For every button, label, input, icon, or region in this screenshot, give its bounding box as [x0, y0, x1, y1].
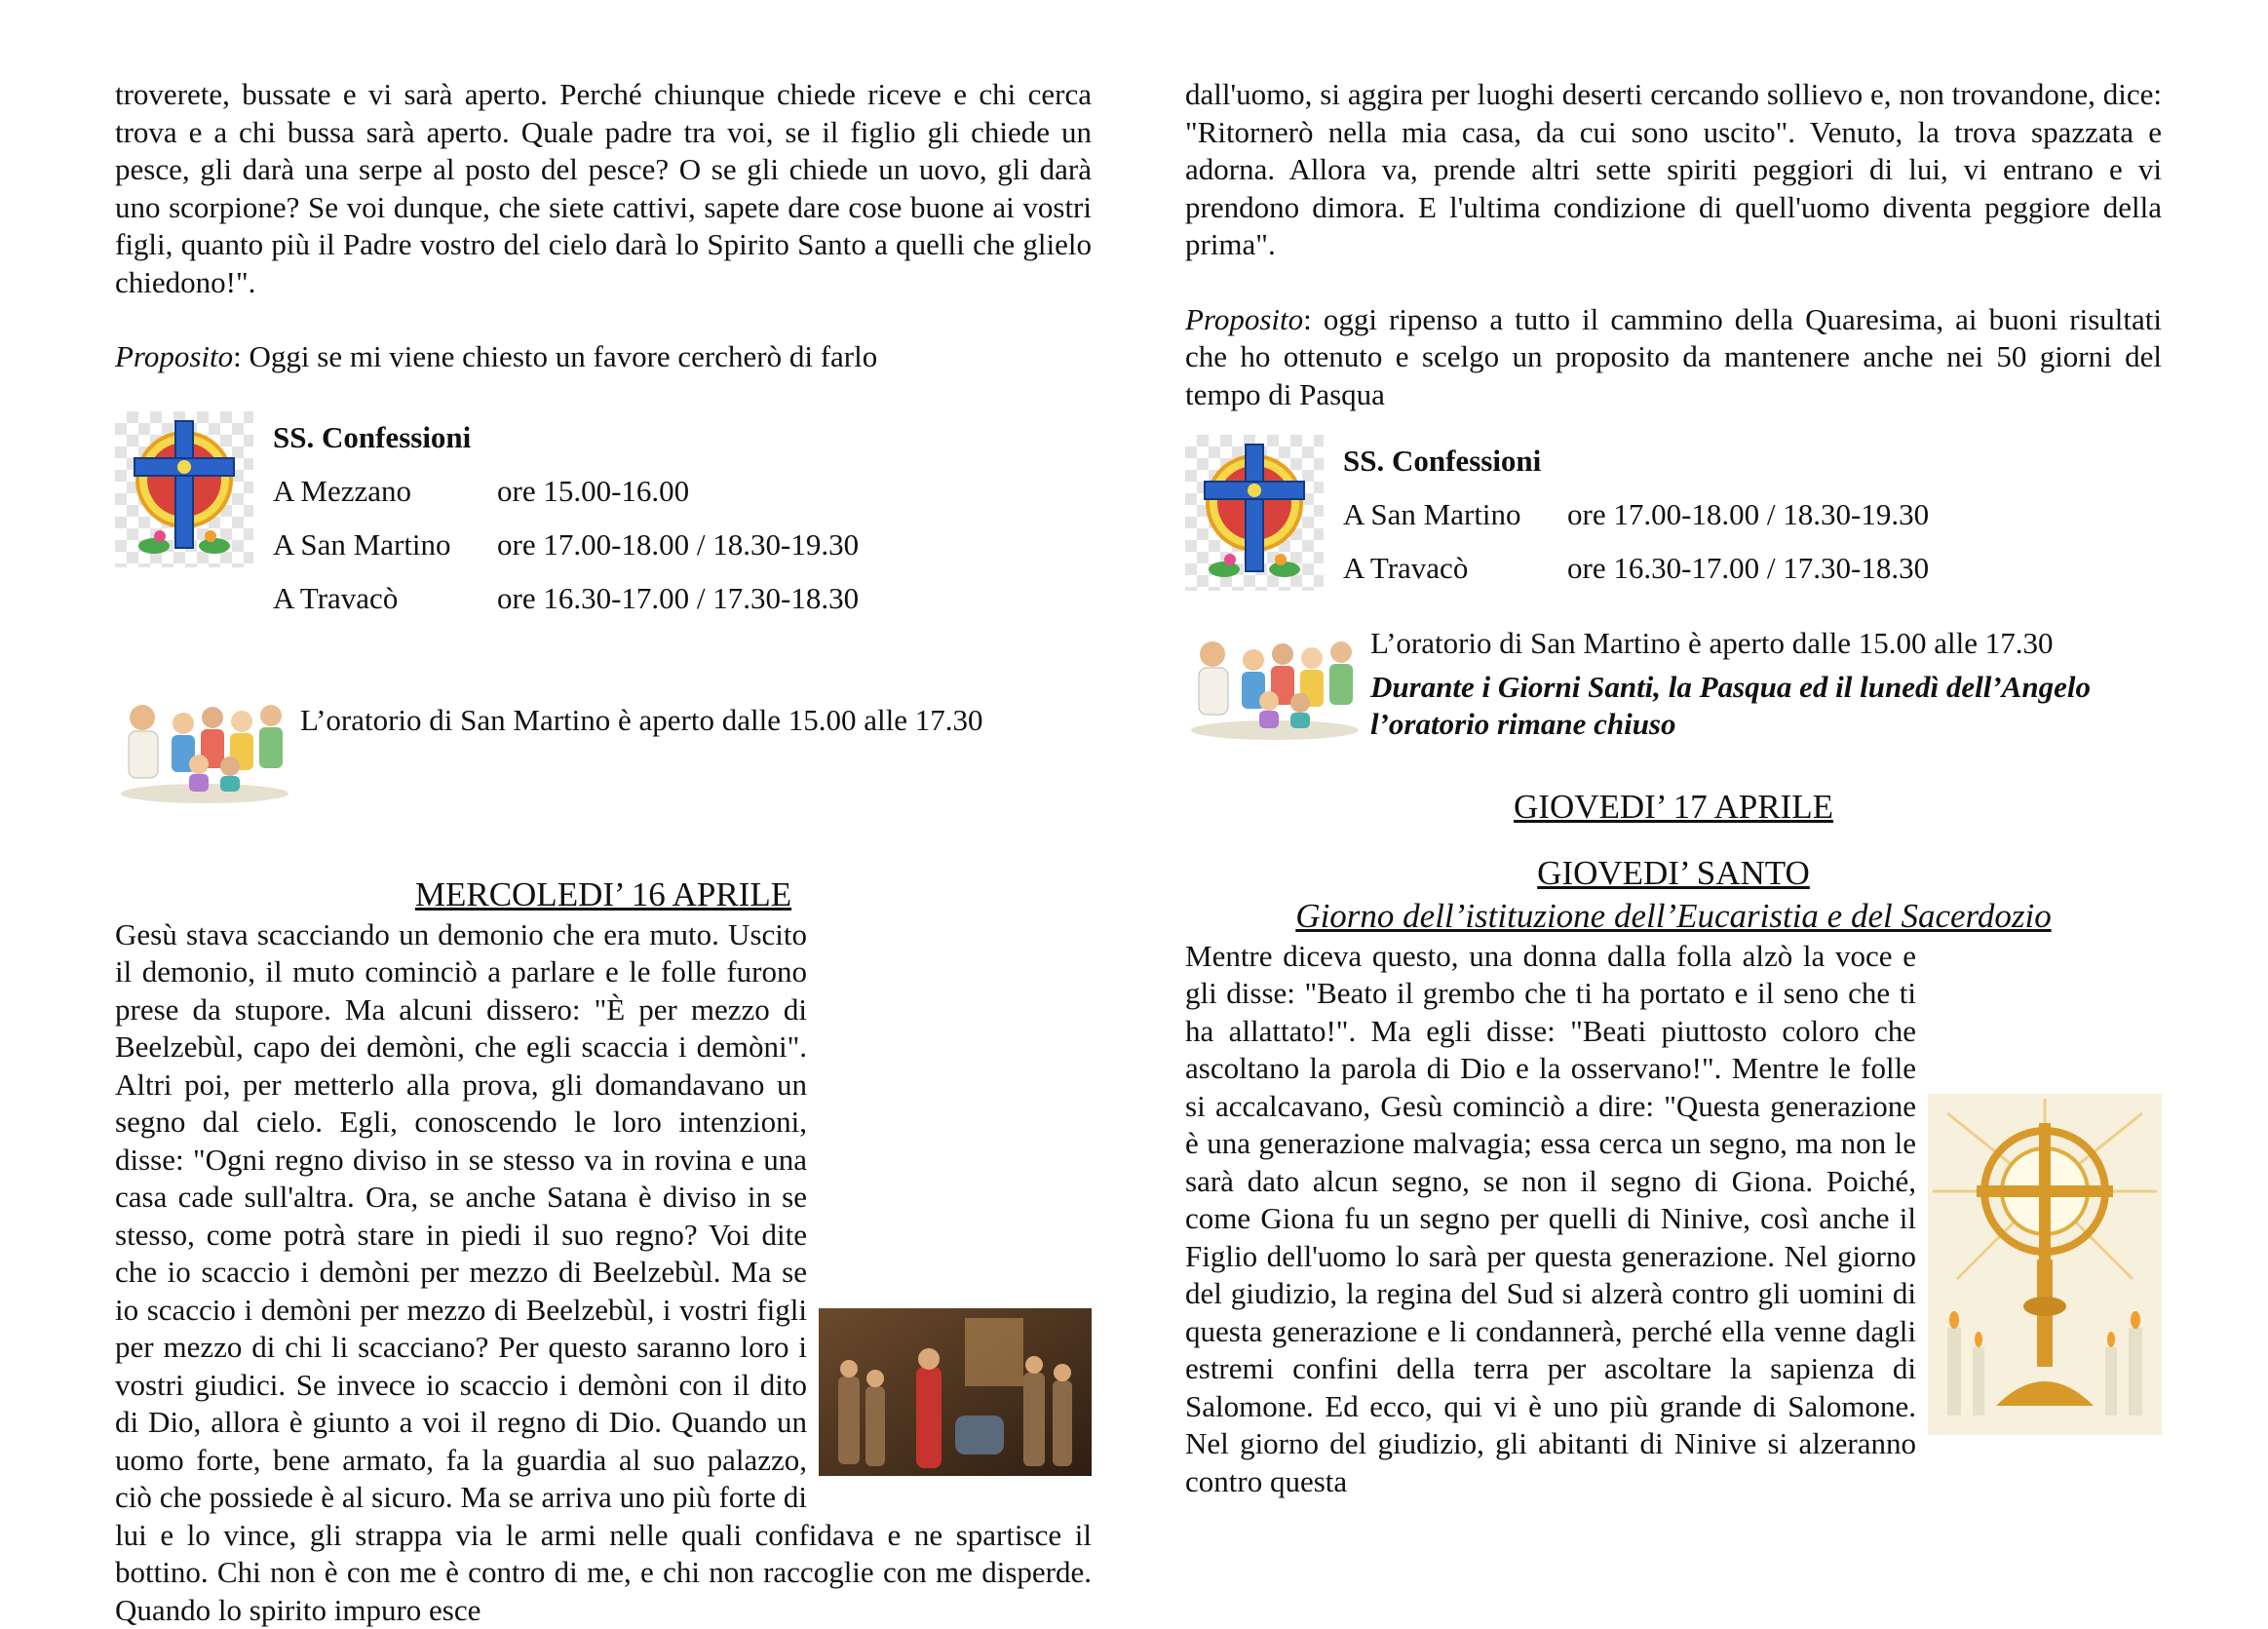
conf-place: A Travacò — [273, 572, 497, 626]
left-intro-text: troverete, bussate e vi sarà aperto. Perché chiunque chiede riceve e chi cerca trova e a chi bussa sarà aperto. Quale padre tra voi, se il figlio gli chiede un pesce, gli darà una serpe al posto del pesce? O se gli chiede un uovo, gli darà uno scorpione? Se voi dunque, che siete cattivi, sapete dare cose buone ai vostri figli, quanto più il Padre vostro del cielo darà lo Spirito Santo a quelli che glielo chiedono!". — [115, 76, 1092, 301]
right-proposito — [1185, 301, 2162, 414]
oratorio-info — [1370, 625, 2162, 743]
right-intro-text: dall'uomo, si aggira per luoghi deserti cercando sollievo e, non trovandone, dice: "Ritornerò nella mia casa, da cui sono uscito". Venuto, la trova spazzata e adorna. Allora va, prende altri sette spiriti peggiori di lui, vi entrano e vi prendono dimora. E l'ultima condizione di quell'uomo diventa peggiore della prima". — [1185, 76, 2162, 264]
confessioni-title: SS. Confessioni — [273, 411, 859, 465]
conf-place: A Mezzano — [273, 465, 497, 519]
left-proposito — [115, 338, 1092, 376]
conf-time: ore 16.30-17.00 / 17.30-18.30 — [1567, 542, 1929, 596]
confessioni-title: SS. Confessioni — [1343, 435, 1929, 488]
proposito-text: : oggi ripenso a tutto il cammino della Quaresima, ai buoni risultati che ho ottenuto e scelgo un proposito da mantenere anche nei 50 giorni del tempo di Pasqua — [1185, 302, 2162, 411]
table-row — [273, 519, 859, 572]
proposito-text: : Oggi se mi viene chiesto un favore cercherò di farlo — [233, 339, 877, 373]
conf-time: ore 15.00-16.00 — [497, 465, 859, 519]
day-heading: MERCOLEDI’ 16 APRILE — [115, 873, 1092, 916]
confessioni-block — [1185, 435, 2162, 596]
confessioni-table — [273, 411, 859, 626]
table-row — [273, 465, 859, 519]
oratorio-block — [115, 688, 1092, 805]
left-page — [115, 76, 1092, 1629]
gospel-paragraph: Mentre diceva questo, una donna dalla folla alzò la voce e gli disse: "Beato il grembo che ti ha portato e il seno che ti ha allattato!". Ma egli disse: "Beati piuttosto coloro che ascoltano la parola di Dio e la osservano!". Mentre le folle si accalcavano, Gesù cominciò a dire: "Questa generazione è una generazione malvagia; essa cerca un segno, ma non le sarà dato alcun segno, se non il segno di Giona. Poiché, come Giona fu un segno per quelli di Ninive, così anche il Figlio dell'uomo lo sarà per questa generazione. Nel giorno del giudizio, la regina del Sud si alzerà contro gli uomini di questa generazione e li condannerà, perché ella venne dagli estremi confini della terra per ascoltare la sapienza di Salomone. Ed ecco, qui vi è uno più grande di Salomone. Nel giorno del giudizio, gli abitanti di Ninive si alzeranno contro questa — [1185, 938, 2162, 1501]
conf-place: A San Martino — [1343, 488, 1567, 542]
children-group-icon — [1185, 625, 1365, 742]
cross-icon — [1185, 435, 1324, 591]
oratorio-note: Durante i Giorni Santi, la Pasqua ed il lunedì dell’Angelo l’oratorio rimane chiuso — [1370, 669, 2162, 743]
oratorio-text: L’oratorio di San Martino è aperto dalle 15.00 alle 17.30 — [1370, 625, 2162, 663]
conf-time: ore 16.30-17.00 / 17.30-18.30 — [497, 572, 859, 626]
confessioni-block — [115, 411, 1092, 626]
table-row — [1343, 542, 1929, 596]
gospel-text — [115, 916, 1092, 1629]
day-theme: Giorno dell’istituzione dell’Eucaristia e del Sacerdozio — [1185, 895, 2162, 938]
conf-time: ore 17.00-18.00 / 18.30-19.30 — [1567, 488, 1929, 542]
children-group-icon — [115, 688, 294, 805]
gospel-paragraph: Gesù stava scacciando un demonio che era muto. Uscito il demonio, il muto cominciò a parlare e le folle furono prese da stupore. Ma alcuni dissero: "È per mezzo di Beelzebùl, capo dei demòni, che egli scaccia i demòni". Altri poi, per metterlo alla prova, gli domandavano un segno dal cielo. Egli, conoscendo le loro intenzioni, disse: "Ogni regno diviso in se stesso va in rovina e una casa cade sull'altra. Ora, se anche Satana è diviso in se stesso, come potrà stare in piedi il suo regno? Voi dite che io scaccio i demòni per mezzo di Beelzebùl. Ma se io scaccio i demòni per mezzo di Beelzebùl, i vostri figli per mezzo di chi li scacciano? Per questo saranno loro i vostri giudici. Se invece io scaccio i demòni con il dito di Dio, allora è giunto a voi il regno di Dio. Quando un uomo forte, bene armato, fa la guardia al suo palazzo, ciò che possiede è al sicuro. Ma se arriva uno più forte di lui e lo vince, gli strappa via le armi nelle quali confidava e ne spartisce il bottino. Chi non è con me è contro di me, e chi non raccoglie con me disperde. Quando lo spirito impuro esce — [115, 916, 1092, 1629]
confessioni-table — [1343, 435, 1929, 596]
table-row — [1343, 488, 1929, 542]
table-row — [273, 572, 859, 626]
conf-place: A Travacò — [1343, 542, 1567, 596]
conf-time: ore 17.00-18.00 / 18.30-19.30 — [497, 519, 859, 572]
day-heading: GIOVEDI’ 17 APRILE — [1185, 786, 2162, 829]
jesus-scene-image — [819, 1308, 1092, 1476]
cross-icon — [115, 411, 253, 567]
right-page — [1185, 76, 2162, 1500]
oratorio-text: L’oratorio di San Martino è aperto dalle 15.00 alle 17.30 — [300, 688, 982, 740]
proposito-label: Proposito — [115, 339, 233, 373]
oratorio-block — [1185, 625, 2162, 743]
day-subtitle: GIOVEDI’ SANTO — [1185, 852, 2162, 895]
eucharist-monstrance-image — [1928, 1094, 2162, 1435]
proposito-label: Proposito — [1185, 302, 1303, 336]
gospel-text — [1185, 938, 2162, 1501]
conf-place: A San Martino — [273, 519, 497, 572]
